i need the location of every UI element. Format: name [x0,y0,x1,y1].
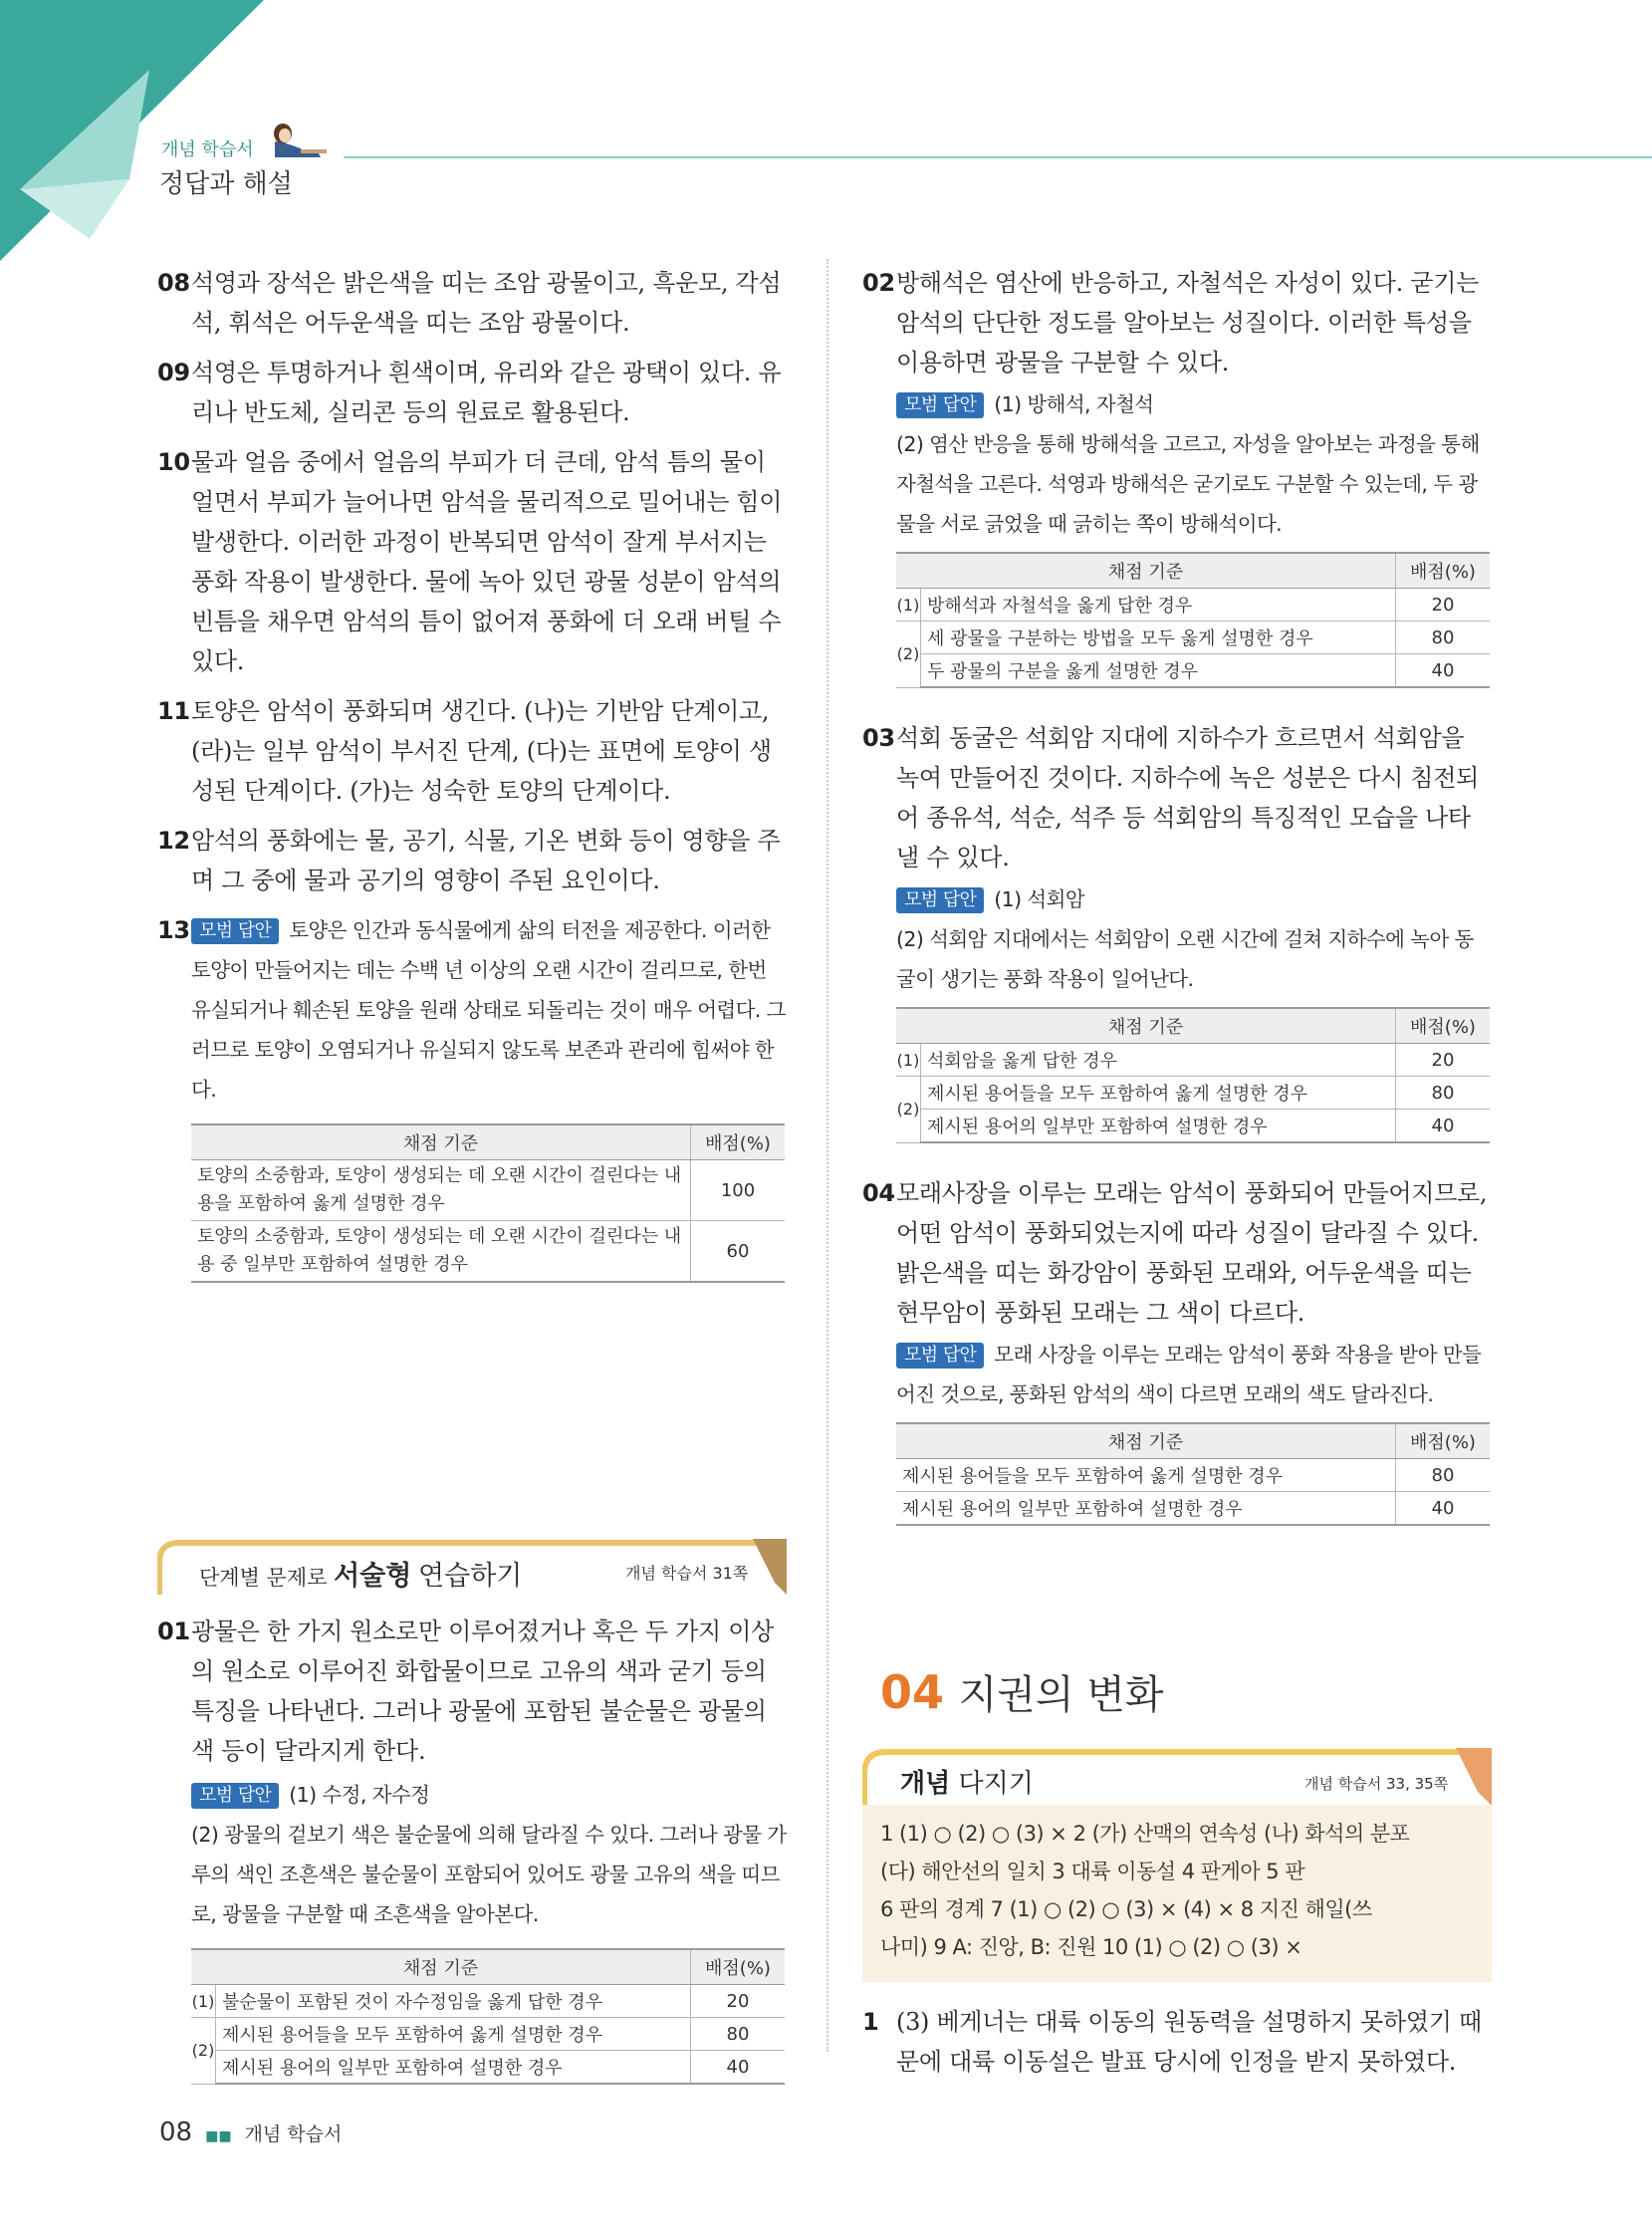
corner-decoration [0,0,279,269]
score-cell: 40 [1396,1492,1491,1526]
item-number: 12 [157,827,190,855]
row-index: (2) [191,2018,216,2085]
row-index: (2) [896,1077,921,1143]
table-header-criteria: 채점 기준 [896,1008,1396,1044]
criteria-cell: 두 광물의 구분을 옳게 설명한 경우 [921,654,1396,688]
concept-title-bold: 개념 [900,1769,951,1799]
chapter-number: 04 [880,1665,945,1719]
table-row [191,1985,785,2018]
row-index: (1) [896,1044,921,1077]
item-number: 10 [157,448,190,476]
criteria-cell: 제시된 용어의 일부만 포함하여 설명한 경우 [921,1110,1396,1143]
score-cell: 80 [691,2018,786,2051]
header-section-title: 정답과 해설 [159,169,293,199]
concept-answers-box [862,1805,1492,1982]
criteria-cell: 토양의 소중함과, 토양이 생성되는 데 오랜 시간이 걸린다는 내용을 포함하여 옳게 설명한 경우 [191,1160,691,1221]
table-header-criteria: 채점 기준 [896,553,1396,589]
answer-item-13 [157,910,787,1110]
answer-item-03 [862,718,1492,877]
item-text: 석회 동굴은 석회암 지대에 지하수가 흐르면서 석회암을 녹여 만들어진 것이다. 지하수에 녹은 성분은 다시 침전되어 종유석, 석순, 석주 등 석회암의 특징적인 모습을 나타낼 수 있다. [896,724,1479,871]
model-answer-badge: 모범 답안 [896,392,984,418]
answer-item-04 [862,1173,1492,1333]
model-answer-04 [862,1335,1492,1414]
page-footer [159,2117,342,2147]
header-book-label: 개념 학습서 [161,139,254,160]
answer-part-2: (2) 염산 반응을 통해 방해석을 고르고, 자성을 알아보는 과정을 통해 자철석을 고른다. 석영과 방해석은 굳기로도 구분할 수 있는데, 두 광물을 서로 긁었을 때 긁히는 쪽이 방해석이다. [896,432,1480,536]
table-row [896,1044,1490,1077]
score-cell: 80 [1396,622,1491,654]
item-text: 암석의 풍화에는 물, 공기, 식물, 기온 변화 등이 영향을 주며 그 중에 물과 공기의 영향이 주된 요인이다. [191,827,781,894]
score-cell: 40 [1396,1110,1491,1143]
answer-item-09 [157,353,787,432]
model-answer-text: 토양은 인간과 동식물에게 삶의 터전을 제공한다. 이러한 토양이 만들어지는 데는 수백 년 이상의 오랜 시간이 걸리므로, 한번 유실되거나 훼손된 토양을 원래 상태로 되돌리는 것이 매우 어렵다. 그러므로 토양이 오염되거나 유실되지 않도록 보존과 관리에 힘써야 한다. [191,918,786,1102]
model-answer-03 [862,879,1492,999]
score-cell: 80 [1396,1077,1491,1110]
score-cell: 40 [691,2051,786,2085]
table-header-criteria: 채점 기준 [896,1423,1396,1459]
chapter-heading [880,1663,1164,1720]
criteria-cell: 제시된 용어들을 모두 포함하여 옳게 설명한 경우 [921,1077,1396,1110]
item-number: 08 [157,269,190,297]
practice-title-bold: 서술형 [334,1561,412,1592]
criteria-cell: 제시된 용어들을 모두 포함하여 옳게 설명한 경우 [896,1459,1396,1492]
concept-answers [862,1805,1492,1976]
model-answer-01 [157,1775,787,1934]
item-text: (3) 베게너는 대륙 이동의 원동력을 설명하지 못하였기 때문에 대륙 이동설은 발표 당시에 인정을 받지 못하였다. [896,2008,1482,2076]
criteria-cell: 세 광물을 구분하는 방법을 모두 옳게 설명한 경우 [921,622,1396,654]
score-cell: 20 [1396,1044,1491,1077]
practice-title [199,1554,522,1593]
table-row [191,2051,785,2085]
footer-bullet-icon: ■■ [205,2128,232,2144]
criteria-cell: 제시된 용어의 일부만 포함하여 설명한 경우 [896,1492,1396,1526]
table-header-score: 배점(%) [1396,1008,1491,1044]
table-row [896,1492,1490,1526]
score-cell: 100 [691,1160,786,1221]
table-header-criteria: 채점 기준 [191,1124,691,1160]
item-text: 방해석은 염산에 반응하고, 자철석은 자성이 있다. 굳기는 암석의 단단한 정도를 알아보는 성질이다. 이러한 특성을 이용하면 광물을 구분할 수 있다. [896,269,1479,376]
right-column [862,263,1492,1526]
answer-item-1 [862,2002,1492,2082]
footer-book-label: 개념 학습서 [244,2123,343,2145]
table-row [896,589,1490,622]
item-text: 토양은 암석이 풍화되며 생긴다. (나)는 기반암 단계이고, (라)는 일부 암석이 부서진 단계, (다)는 표면에 토양이 생성된 단계이다. (가)는 성숙한 토양의 단계이다. [191,697,772,805]
answer-item-1-container [862,2002,1492,2092]
concept-line: 1 (1) ○ (2) ○ (3) × 2 (가) 산맥의 연속성 (나) 화석의 분포 [880,1822,1410,1846]
item-number: 13 [157,916,190,944]
practice-title-rest: 연습하기 [418,1561,523,1592]
answer-item-12 [157,821,787,900]
practice-title-small: 단계별 문제로 [199,1566,328,1590]
answer-part-1: (1) 수정, 자수정 [289,1783,430,1807]
grading-table-03 [896,1007,1490,1143]
answer-item-10 [157,442,787,681]
concept-line: 6 판의 경계 7 (1) ○ (2) ○ (3) × (4) × 8 지진 해일(쓰 [880,1897,1372,1921]
concept-page-ref: 개념 학습서 33, 35쪽 [1304,1775,1449,1793]
header-rule [344,156,1652,158]
answer-part-1: (1) 방해석, 자철석 [994,392,1154,416]
grading-table-02 [896,552,1490,688]
table-header-score: 배점(%) [1396,1423,1491,1459]
item-number: 04 [862,1179,895,1207]
score-cell: 60 [691,1221,786,1283]
concept-line: (다) 해안선의 일치 3 대륙 이동설 4 판게아 5 판 [880,1860,1305,1883]
table-header-score: 배점(%) [691,1949,786,1985]
table-header-score: 배점(%) [1396,553,1491,589]
model-answer-text: 모래 사장을 이루는 모래는 암석이 풍화 작용을 받아 만들어진 것으로, 풍화된 암석의 색이 다르면 모래의 색도 달라진다. [896,1343,1482,1406]
table-row [896,1459,1490,1492]
row-index: (1) [896,589,921,622]
item-text: 모래사장을 이루는 모래는 암석이 풍화되어 만들어지므로, 어떤 암석이 풍화되었는지에 따라 성질이 달라질 수 있다. 밝은색을 띠는 화강암이 풍화된 모래와, 어두운색을 띠는 현무암이 풍화된 모래는 그 색이 다르다. [896,1179,1488,1327]
row-index: (2) [896,622,921,688]
score-cell: 20 [1396,589,1491,622]
criteria-cell: 방해석과 자철석을 옳게 답한 경우 [921,589,1396,622]
answer-item-08 [157,263,787,343]
score-cell: 80 [1396,1459,1491,1492]
answer-item-02 [862,263,1492,382]
concept-title [900,1763,1034,1800]
table-row [896,622,1490,654]
table-row [896,654,1490,688]
table-row [191,2018,785,2051]
concept-line: 나미) 9 A: 진앙, B: 진원 10 (1) ○ (2) ○ (3) × [880,1935,1302,1959]
table-header-criteria: 채점 기준 [191,1949,691,1985]
reading-girl-icon [261,120,333,159]
grading-table-04 [896,1422,1490,1526]
row-index: (1) [191,1985,216,2018]
table-header-score: 배점(%) [691,1124,786,1160]
model-answer-badge: 모범 답안 [896,1343,984,1369]
table-row [896,1110,1490,1143]
score-cell: 40 [1396,654,1491,688]
answer-item-11 [157,691,787,811]
criteria-cell: 석회암을 옳게 답한 경우 [921,1044,1396,1077]
grading-table-13 [191,1123,785,1283]
model-answer-badge: 모범 답안 [896,887,984,913]
chapter-title: 지권의 변화 [958,1672,1164,1718]
item-number: 11 [157,697,190,725]
table-row [896,1077,1490,1110]
item-number: 02 [862,269,895,297]
item-text: 석영과 장석은 밝은색을 띠는 조암 광물이고, 흑운모, 각섬석, 휘석은 어두운색을 띠는 조암 광물이다. [191,269,782,337]
criteria-cell: 제시된 용어의 일부만 포함하여 설명한 경우 [216,2051,691,2085]
item-text: 물과 얼음 중에서 얼음의 부피가 더 큰데, 암석 틈의 물이 얼면서 부피가 늘어나면 암석을 물리적으로 밀어내는 힘이 발생한다. 이러한 과정이 반복되면 암석이 잘게 부서지는 풍화 작용이 발생한다. 물에 녹아 있던 광물 성분이 암석의 빈틈을 채우면 암석의 틈이 없어져 풍화에 더 오래 버틸 수 있다. [191,448,783,675]
criteria-cell: 불순물이 포함된 것이 자수정임을 옳게 답한 경우 [216,1985,691,2018]
practice-page-ref: 개념 학습서 31쪽 [625,1564,749,1583]
table-row [191,1221,785,1283]
model-answer-badge: 모범 답안 [191,1783,279,1809]
criteria-cell: 제시된 용어들을 모두 포함하여 옳게 설명한 경우 [216,2018,691,2051]
item-text: 석영은 투명하거나 흰색이며, 유리와 같은 광택이 있다. 유리나 반도체, 실리콘 등의 원료로 활용된다. [191,359,782,426]
practice-column [157,1612,787,2085]
model-answer-badge: 모범 답안 [191,918,279,944]
grading-table-01 [191,1948,785,2085]
item-number: 09 [157,359,190,386]
item-number: 03 [862,724,895,752]
left-column [157,263,787,1283]
page-number: 08 [159,2117,193,2147]
item-text: 광물은 한 가지 원소로만 이루어졌거나 혹은 두 가지 이상의 원소로 이루어진 화합물이므로 고유의 색과 굳기 등의 특징을 나타낸다. 그러나 광물에 포함된 불순물은 광물의 색 등이 달라지게 한다. [191,1618,774,1765]
score-cell: 20 [691,1985,786,2018]
concept-title-rest: 다지기 [958,1769,1034,1799]
criteria-cell: 토양의 소중함과, 토양이 생성되는 데 오랜 시간이 걸린다는 내용 중 일부만 포함하여 설명한 경우 [191,1221,691,1283]
answer-part-2: (2) 광물의 겉보기 색은 불순물에 의해 달라질 수 있다. 그러나 광물 가루의 색인 조흔색은 불순물이 포함되어 있어도 광물 고유의 색을 띠므로, 광물을 구분할 때 조흔색을 알아본다. [191,1823,787,1926]
answer-part-2: (2) 석회암 지대에서는 석회암이 오랜 시간에 걸쳐 지하수에 녹아 동굴이 생기는 풍화 작용이 일어난다. [896,927,1474,991]
column-divider [826,259,828,2052]
item-number: 01 [157,1618,190,1645]
item-number: 1 [862,2008,879,2036]
practice-item-01 [157,1612,787,1771]
answer-part-1: (1) 석회암 [994,887,1085,911]
table-row [191,1160,785,1221]
model-answer-02 [862,384,1492,544]
